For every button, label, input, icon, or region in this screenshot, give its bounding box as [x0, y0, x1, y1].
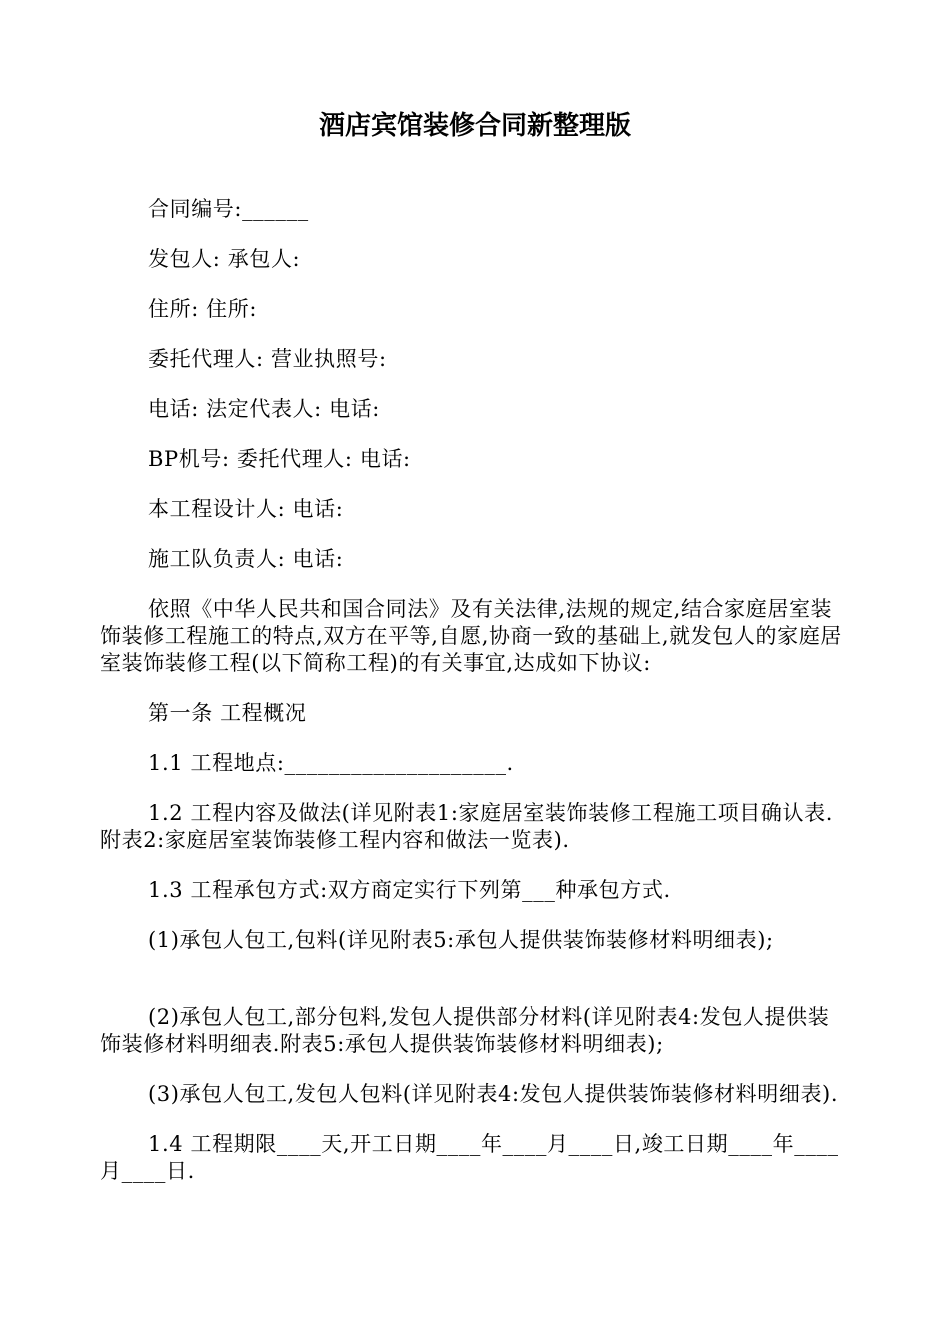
bp-agent-line: BP机号: 委托代理人: 电话: [148, 447, 411, 471]
option-3: (3)承包人包工,发包人包料(详见附表4:发包人提供装饰装修材料明细表). [148, 1082, 839, 1106]
address-line: 住所: 住所: [148, 297, 258, 321]
clause-1-3: 1.3 工程承包方式:双方商定实行下列第___种承包方式. [148, 878, 671, 902]
clause-1-4: 1.4 工程期限____天,开工日期____年____月____日,竣工日期____年____月____日. [100, 1132, 839, 1183]
clause-1-1: 1.1 工程地点:____________________. [148, 751, 514, 775]
parties-line: 发包人: 承包人: [148, 247, 301, 271]
article-1-heading: 第一条 工程概况 [148, 701, 307, 725]
option-1: (1)承包人包工,包料(详见附表5:承包人提供装饰装修材料明细表); [148, 928, 774, 952]
contract-number: 合同编号:______ [148, 197, 309, 221]
phone-representative-line: 电话: 法定代表人: 电话: [148, 397, 380, 421]
document-body [100, 196, 850, 1185]
preamble-paragraph: 依照《中华人民共和国合同法》及有关法律,法规的规定,结合家庭居室装饰装修工程施工的特点,双方在平等,自愿,协商一致的基础上,就发包人的家庭居室装饰装修工程(以下简称工程)的有关事宜,达成如下协议: [100, 597, 842, 675]
agent-license-line: 委托代理人: 营业执照号: [148, 347, 387, 371]
designer-line: 本工程设计人: 电话: [148, 497, 344, 521]
clause-1-2: 1.2 工程内容及做法(详见附表1:家庭居室装饰装修工程施工项目确认表.附表2:家庭居室装饰装修工程内容和做法一览表). [100, 801, 833, 852]
document-title: 酒店宾馆装修合同新整理版 [318, 111, 631, 141]
option-2: (2)承包人包工,部分包料,发包人提供部分材料(详见附表4:发包人提供装饰装修材料明细表.附表5:承包人提供装饰装修材料明细表); [100, 1005, 830, 1056]
team-leader-line: 施工队负责人: 电话: [148, 547, 344, 571]
